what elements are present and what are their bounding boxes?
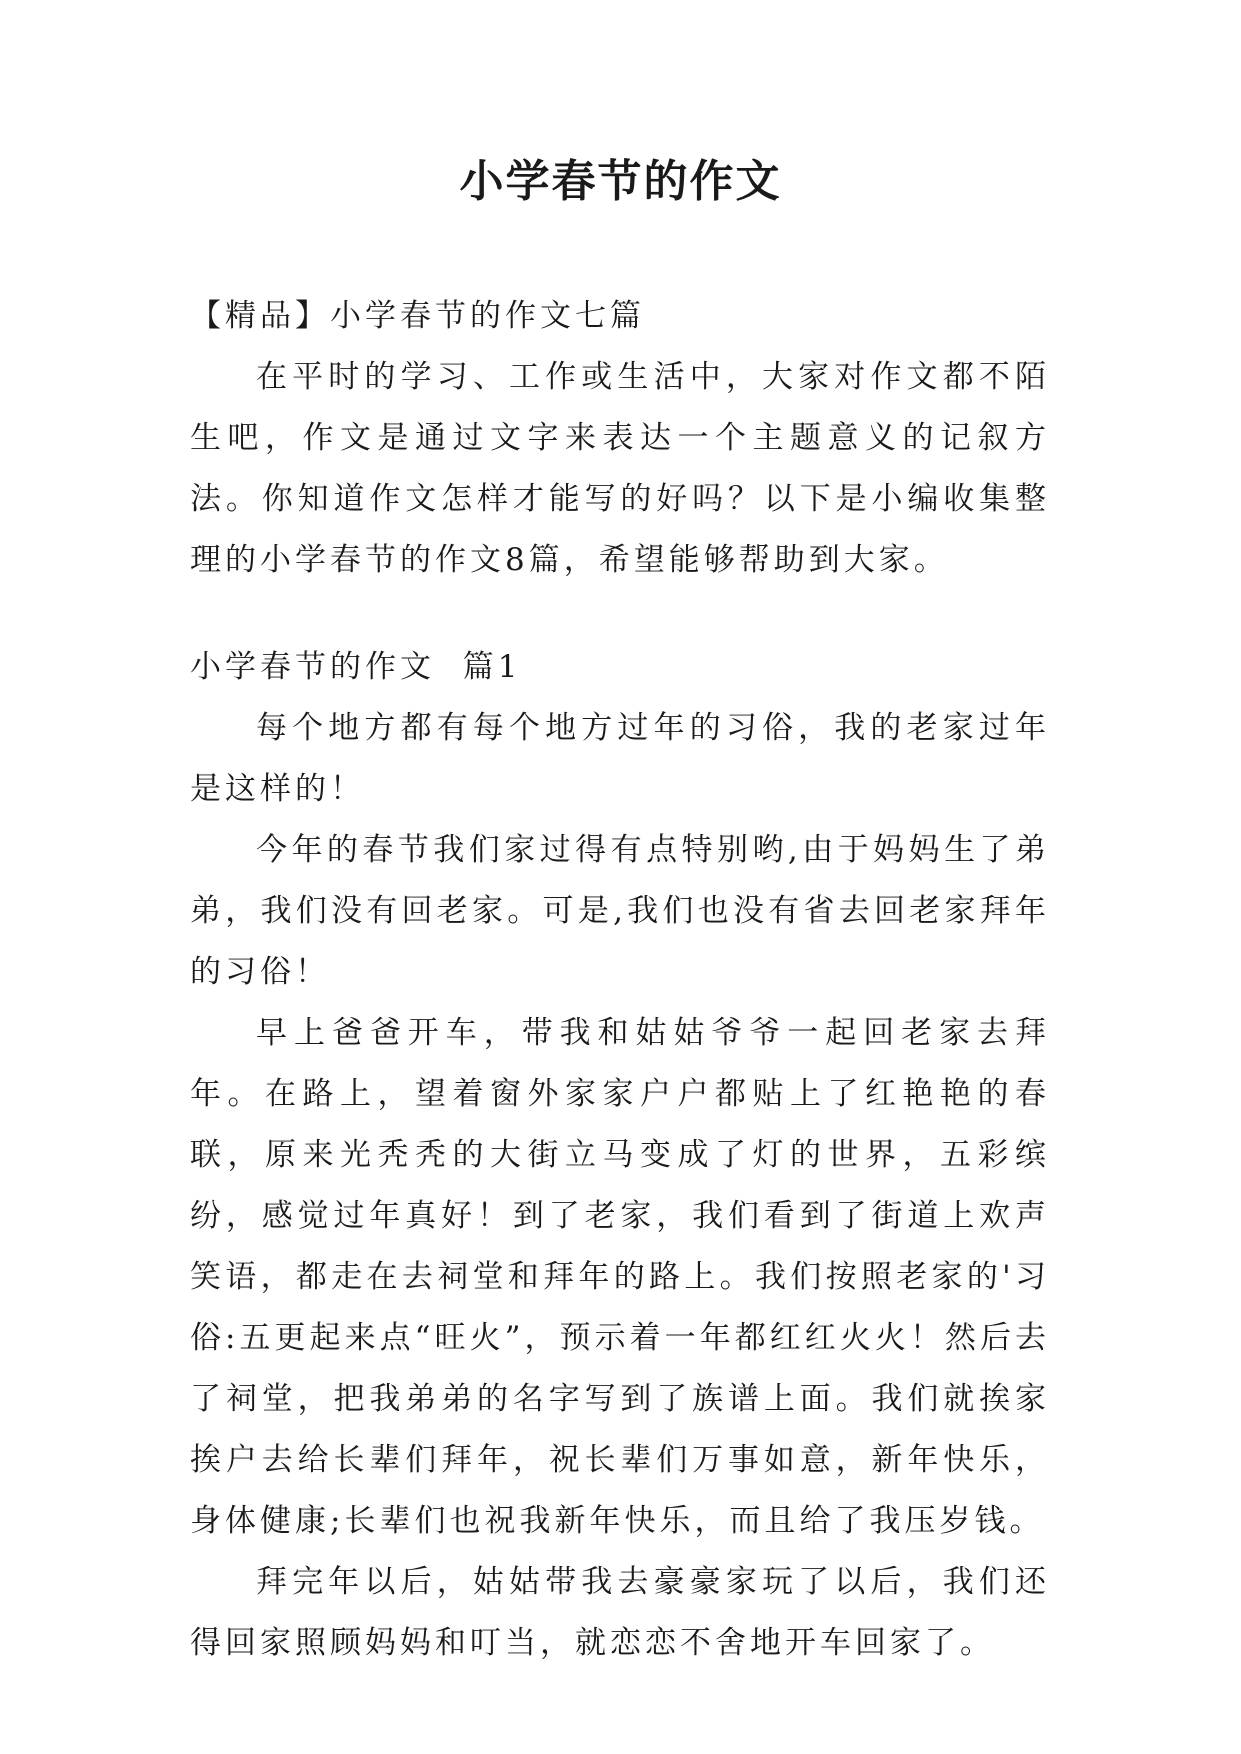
section-paragraph: 早上爸爸开车，带我和姑姑爷爷一起回老家去拜年。在路上，望着窗外家家户户都贴上了红艳艳的春联，原来光秃秃的大街立马变成了灯的世界，五彩缤纷，感觉过年真好！到了老家，我们看到了街道上欢声笑语，都走在去祠堂和拜年的路上。我们按照老家的'习俗:五更起来点“旺火”，预示着一年都红红火火！然后去了祠堂，把我弟弟的名字写到了族谱上面。我们就挨家挨户去给长辈们拜年，祝长辈们万事如意，新年快乐，身体健康;长辈们也祝我新年快乐，而且给了我压岁钱。 [190,1015,1050,1539]
section-body [190,698,1050,1674]
intro-paragraph: 在平时的学习、工作或生活中，大家对作文都不陌生吧，作文是通过文字来表达一个主题意义的记叙方法。你知道作文怎样才能写的好吗？以下是小编收集整理的小学春节的作文8篇，希望能够帮助到大家。 [190,359,1050,578]
section-title: 小学春节的作文 篇1 [190,649,522,685]
section-paragraph: 拜完年以后，姑姑带我去豪豪家玩了以后，我们还得回家照顾妈妈和叮当，就恋恋不舍地开车回家了。 [190,1564,1050,1661]
document-title: 小学春节的作文 [459,156,782,207]
section-paragraph: 每个地方都有每个地方过年的习俗，我的老家过年是这样的！ [190,710,1050,807]
section-paragraph: 今年的春节我们家过得有点特别哟,由于妈妈生了弟弟，我们没有回老家。可是,我们也没有省去回老家拜年的习俗！ [190,832,1050,990]
document-subtitle: 【精品】小学春节的作文七篇 [190,298,645,334]
